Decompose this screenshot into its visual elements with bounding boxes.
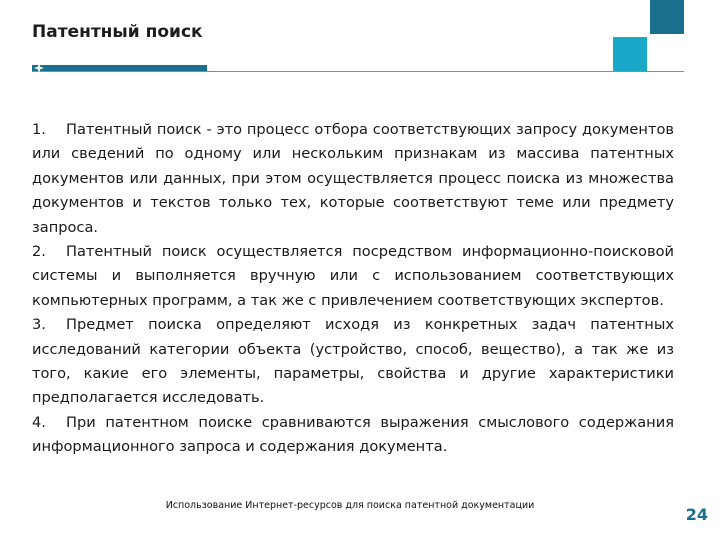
paragraph bbox=[32, 313, 674, 411]
paragraph-number: 4. bbox=[32, 413, 46, 431]
decor-square-blank bbox=[686, 36, 720, 70]
decor-square-light bbox=[613, 37, 647, 71]
slide-footer: Использование Интернет-ресурсов для поиска патентной документации bbox=[165, 500, 535, 511]
slide-body bbox=[32, 118, 674, 460]
paragraph-text: Патентный поиск осуществляется посредством информационно-поисковой системы и выполняется вручную или с использованием соответствующих компьютерных программ, а так же с привлечением соответствующих экспертов. bbox=[32, 243, 674, 309]
title-underline-rule bbox=[32, 71, 684, 72]
paragraph-text: Патентный поиск - это процесс отбора соответствующих запросу документов или сведений по одному или нескольким признакам из массива патентных документов или данных, при этом осуществляется процесс поиска из множества документов и текстов только тех, которые соответствуют теме или предмету запроса. bbox=[32, 121, 674, 236]
page-number: 24 bbox=[685, 505, 708, 524]
paragraph-text: При патентном поиске сравниваются выражения смыслового содержания информационного запроса и содержания документа. bbox=[32, 413, 674, 456]
bullet-diamond-icon bbox=[34, 63, 44, 73]
paragraph bbox=[32, 411, 674, 460]
paragraph-text: Предмет поиска определяют исходя из конкретных задач патентных исследований категории объекта (устройство, способ, вещество), а так же из того, какие его элементы, параметры, свойства и другие характеристики предполагается исследовать. bbox=[32, 316, 674, 407]
paragraph-number: 2. bbox=[32, 243, 46, 261]
slide-title: Патентный поиск bbox=[32, 22, 203, 42]
paragraph-number: 3. bbox=[32, 316, 46, 334]
paragraph bbox=[32, 118, 674, 240]
paragraph bbox=[32, 240, 674, 313]
paragraph-number: 1. bbox=[32, 121, 46, 138]
decor-square-dark bbox=[650, 0, 684, 34]
